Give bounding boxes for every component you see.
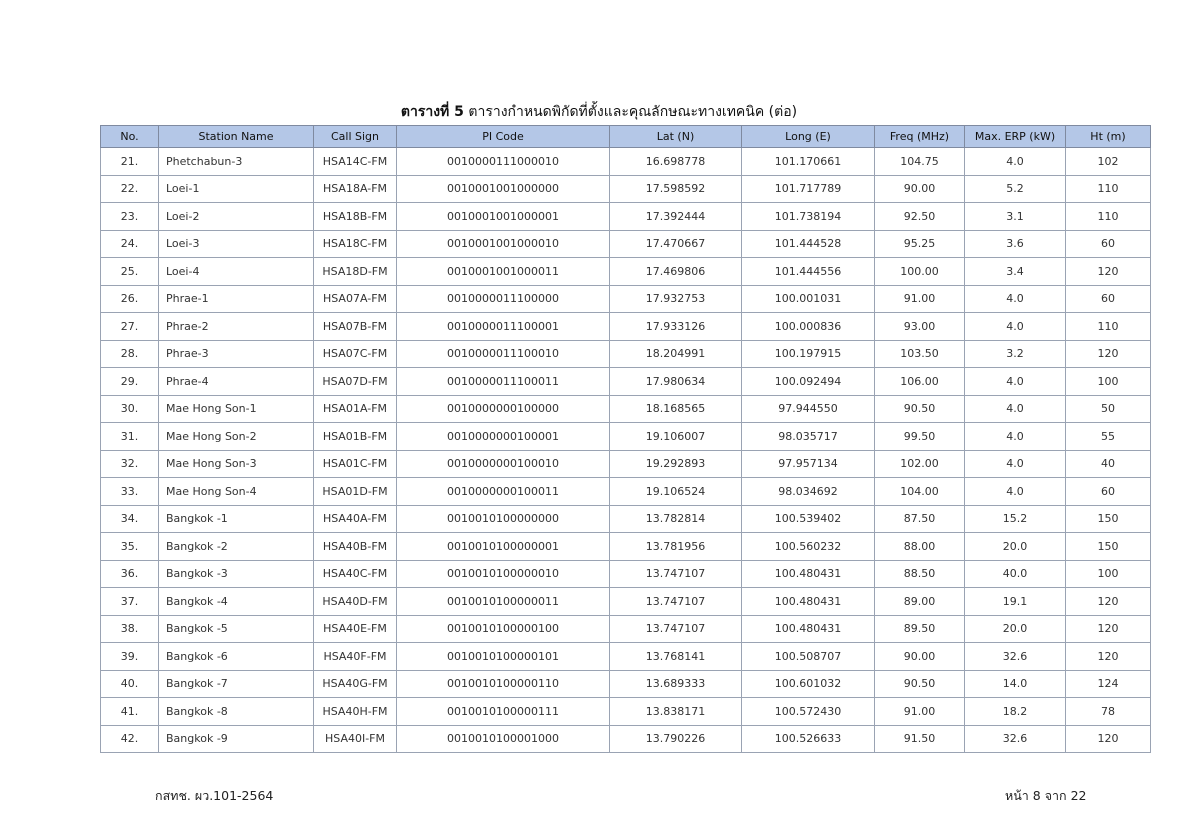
table-row bbox=[101, 478, 1151, 506]
cell-lat: 13.768141 bbox=[610, 643, 742, 671]
table-row bbox=[101, 423, 1151, 451]
table-row bbox=[101, 588, 1151, 616]
cell-call-sign: HSA40D-FM bbox=[314, 588, 397, 616]
cell-call-sign: HSA01C-FM bbox=[314, 450, 397, 478]
cell-max-erp: 4.0 bbox=[965, 395, 1066, 423]
cell-freq: 102.00 bbox=[875, 450, 965, 478]
cell-height: 120 bbox=[1066, 725, 1151, 753]
cell-height: 120 bbox=[1066, 340, 1151, 368]
table-row bbox=[101, 533, 1151, 561]
cell-lat: 17.933126 bbox=[610, 313, 742, 341]
cell-freq: 88.50 bbox=[875, 560, 965, 588]
cell-height: 124 bbox=[1066, 670, 1151, 698]
cell-pi-code: 0010001001000010 bbox=[397, 230, 610, 258]
cell-station-name: Bangkok -1 bbox=[159, 505, 314, 533]
table-body bbox=[101, 148, 1151, 753]
cell-station-name: Phrae-1 bbox=[159, 285, 314, 313]
cell-freq: 92.50 bbox=[875, 203, 965, 231]
table-row bbox=[101, 395, 1151, 423]
cell-max-erp: 4.0 bbox=[965, 450, 1066, 478]
cell-no: 37. bbox=[101, 588, 159, 616]
cell-long: 101.170661 bbox=[742, 148, 875, 176]
cell-pi-code: 0010010100000001 bbox=[397, 533, 610, 561]
table-row bbox=[101, 175, 1151, 203]
cell-no: 22. bbox=[101, 175, 159, 203]
cell-max-erp: 32.6 bbox=[965, 725, 1066, 753]
cell-pi-code: 0010010100000000 bbox=[397, 505, 610, 533]
cell-lat: 13.689333 bbox=[610, 670, 742, 698]
cell-station-name: Loei-2 bbox=[159, 203, 314, 231]
cell-call-sign: HSA07B-FM bbox=[314, 313, 397, 341]
header-no: No. bbox=[101, 126, 159, 148]
cell-station-name: Phrae-4 bbox=[159, 368, 314, 396]
cell-freq: 104.00 bbox=[875, 478, 965, 506]
cell-call-sign: HSA40B-FM bbox=[314, 533, 397, 561]
header-long: Long (E) bbox=[742, 126, 875, 148]
cell-no: 31. bbox=[101, 423, 159, 451]
cell-no: 33. bbox=[101, 478, 159, 506]
cell-height: 78 bbox=[1066, 698, 1151, 726]
cell-lat: 19.106007 bbox=[610, 423, 742, 451]
cell-max-erp: 4.0 bbox=[965, 423, 1066, 451]
cell-station-name: Bangkok -2 bbox=[159, 533, 314, 561]
cell-pi-code: 0010010100000011 bbox=[397, 588, 610, 616]
cell-no: 32. bbox=[101, 450, 159, 478]
cell-long: 100.480431 bbox=[742, 615, 875, 643]
cell-height: 100 bbox=[1066, 560, 1151, 588]
cell-no: 36. bbox=[101, 560, 159, 588]
cell-pi-code: 0010010100000100 bbox=[397, 615, 610, 643]
cell-lat: 17.980634 bbox=[610, 368, 742, 396]
cell-no: 24. bbox=[101, 230, 159, 258]
table-row bbox=[101, 368, 1151, 396]
cell-long: 100.560232 bbox=[742, 533, 875, 561]
cell-station-name: Bangkok -8 bbox=[159, 698, 314, 726]
cell-station-name: Phrae-3 bbox=[159, 340, 314, 368]
cell-no: 30. bbox=[101, 395, 159, 423]
cell-station-name: Loei-1 bbox=[159, 175, 314, 203]
cell-no: 34. bbox=[101, 505, 159, 533]
cell-max-erp: 4.0 bbox=[965, 148, 1066, 176]
cell-pi-code: 0010010100000110 bbox=[397, 670, 610, 698]
cell-height: 110 bbox=[1066, 203, 1151, 231]
cell-lat: 19.292893 bbox=[610, 450, 742, 478]
cell-pi-code: 0010000111000010 bbox=[397, 148, 610, 176]
cell-call-sign: HSA40I-FM bbox=[314, 725, 397, 753]
cell-height: 110 bbox=[1066, 313, 1151, 341]
cell-call-sign: HSA40G-FM bbox=[314, 670, 397, 698]
cell-pi-code: 0010000000100011 bbox=[397, 478, 610, 506]
cell-no: 27. bbox=[101, 313, 159, 341]
cell-station-name: Mae Hong Son-3 bbox=[159, 450, 314, 478]
table-row bbox=[101, 313, 1151, 341]
header-lat: Lat (N) bbox=[610, 126, 742, 148]
table-row bbox=[101, 340, 1151, 368]
cell-no: 23. bbox=[101, 203, 159, 231]
table-row bbox=[101, 698, 1151, 726]
cell-lat: 17.469806 bbox=[610, 258, 742, 286]
page-number: หน้า 8 จาก 22 bbox=[1005, 788, 1087, 803]
cell-long: 101.738194 bbox=[742, 203, 875, 231]
cell-max-erp: 3.4 bbox=[965, 258, 1066, 286]
cell-call-sign: HSA07D-FM bbox=[314, 368, 397, 396]
cell-freq: 90.50 bbox=[875, 670, 965, 698]
cell-no: 29. bbox=[101, 368, 159, 396]
cell-max-erp: 15.2 bbox=[965, 505, 1066, 533]
table-row bbox=[101, 148, 1151, 176]
cell-lat: 13.747107 bbox=[610, 560, 742, 588]
cell-call-sign: HSA40A-FM bbox=[314, 505, 397, 533]
cell-max-erp: 5.2 bbox=[965, 175, 1066, 203]
cell-long: 100.572430 bbox=[742, 698, 875, 726]
cell-freq: 90.00 bbox=[875, 175, 965, 203]
cell-height: 50 bbox=[1066, 395, 1151, 423]
cell-call-sign: HSA18D-FM bbox=[314, 258, 397, 286]
cell-station-name: Phrae-2 bbox=[159, 313, 314, 341]
cell-call-sign: HSA01B-FM bbox=[314, 423, 397, 451]
cell-no: 21. bbox=[101, 148, 159, 176]
cell-freq: 90.50 bbox=[875, 395, 965, 423]
cell-long: 100.601032 bbox=[742, 670, 875, 698]
header-station-name: Station Name bbox=[159, 126, 314, 148]
cell-lat: 13.782814 bbox=[610, 505, 742, 533]
cell-station-name: Bangkok -7 bbox=[159, 670, 314, 698]
cell-height: 110 bbox=[1066, 175, 1151, 203]
cell-call-sign: HSA01A-FM bbox=[314, 395, 397, 423]
cell-long: 100.526633 bbox=[742, 725, 875, 753]
table-row bbox=[101, 725, 1151, 753]
cell-lat: 17.932753 bbox=[610, 285, 742, 313]
cell-pi-code: 0010000011100000 bbox=[397, 285, 610, 313]
caption-number: ตารางที่ 5 bbox=[400, 104, 464, 120]
cell-lat: 18.168565 bbox=[610, 395, 742, 423]
cell-max-erp: 4.0 bbox=[965, 368, 1066, 396]
cell-max-erp: 14.0 bbox=[965, 670, 1066, 698]
cell-height: 60 bbox=[1066, 230, 1151, 258]
cell-height: 120 bbox=[1066, 643, 1151, 671]
cell-call-sign: HSA40C-FM bbox=[314, 560, 397, 588]
cell-pi-code: 0010000000100010 bbox=[397, 450, 610, 478]
cell-long: 101.444556 bbox=[742, 258, 875, 286]
cell-freq: 95.25 bbox=[875, 230, 965, 258]
cell-height: 150 bbox=[1066, 533, 1151, 561]
cell-station-name: Mae Hong Son-4 bbox=[159, 478, 314, 506]
cell-max-erp: 20.0 bbox=[965, 615, 1066, 643]
cell-freq: 88.00 bbox=[875, 533, 965, 561]
cell-long: 97.944550 bbox=[742, 395, 875, 423]
header-freq: Freq (MHz) bbox=[875, 126, 965, 148]
cell-call-sign: HSA14C-FM bbox=[314, 148, 397, 176]
cell-freq: 91.50 bbox=[875, 725, 965, 753]
table-row bbox=[101, 450, 1151, 478]
cell-call-sign: HSA40E-FM bbox=[314, 615, 397, 643]
cell-station-name: Bangkok -3 bbox=[159, 560, 314, 588]
cell-max-erp: 18.2 bbox=[965, 698, 1066, 726]
cell-pi-code: 0010001001000001 bbox=[397, 203, 610, 231]
cell-pi-code: 0010001001000011 bbox=[397, 258, 610, 286]
cell-no: 42. bbox=[101, 725, 159, 753]
cell-long: 100.000836 bbox=[742, 313, 875, 341]
cell-call-sign: HSA18A-FM bbox=[314, 175, 397, 203]
header-pi-code: PI Code bbox=[397, 126, 610, 148]
cell-long: 101.717789 bbox=[742, 175, 875, 203]
cell-height: 102 bbox=[1066, 148, 1151, 176]
cell-long: 100.092494 bbox=[742, 368, 875, 396]
table-row bbox=[101, 560, 1151, 588]
station-table bbox=[100, 125, 1151, 753]
cell-freq: 87.50 bbox=[875, 505, 965, 533]
cell-call-sign: HSA07C-FM bbox=[314, 340, 397, 368]
cell-pi-code: 0010000000100001 bbox=[397, 423, 610, 451]
cell-long: 100.197915 bbox=[742, 340, 875, 368]
cell-pi-code: 0010010100001000 bbox=[397, 725, 610, 753]
header-height: Ht (m) bbox=[1066, 126, 1151, 148]
cell-no: 41. bbox=[101, 698, 159, 726]
cell-freq: 93.00 bbox=[875, 313, 965, 341]
cell-station-name: Bangkok -9 bbox=[159, 725, 314, 753]
cell-pi-code: 0010010100000101 bbox=[397, 643, 610, 671]
table-row bbox=[101, 258, 1151, 286]
cell-freq: 106.00 bbox=[875, 368, 965, 396]
cell-height: 150 bbox=[1066, 505, 1151, 533]
cell-no: 26. bbox=[101, 285, 159, 313]
cell-freq: 99.50 bbox=[875, 423, 965, 451]
table-row bbox=[101, 203, 1151, 231]
cell-lat: 16.698778 bbox=[610, 148, 742, 176]
cell-lat: 13.790226 bbox=[610, 725, 742, 753]
table-row bbox=[101, 505, 1151, 533]
header-call-sign: Call Sign bbox=[314, 126, 397, 148]
table-caption bbox=[0, 101, 1198, 123]
cell-call-sign: HSA07A-FM bbox=[314, 285, 397, 313]
cell-lat: 17.598592 bbox=[610, 175, 742, 203]
cell-height: 120 bbox=[1066, 588, 1151, 616]
table-row bbox=[101, 230, 1151, 258]
cell-max-erp: 3.6 bbox=[965, 230, 1066, 258]
cell-call-sign: HSA18C-FM bbox=[314, 230, 397, 258]
cell-pi-code: 0010001001000000 bbox=[397, 175, 610, 203]
cell-station-name: Mae Hong Son-1 bbox=[159, 395, 314, 423]
cell-max-erp: 4.0 bbox=[965, 313, 1066, 341]
table-header-row bbox=[101, 126, 1151, 148]
document-code: กสทช. ผว.101-2564 bbox=[155, 788, 274, 803]
cell-long: 97.957134 bbox=[742, 450, 875, 478]
cell-no: 40. bbox=[101, 670, 159, 698]
cell-height: 40 bbox=[1066, 450, 1151, 478]
cell-no: 25. bbox=[101, 258, 159, 286]
cell-station-name: Phetchabun-3 bbox=[159, 148, 314, 176]
cell-freq: 89.50 bbox=[875, 615, 965, 643]
cell-pi-code: 0010010100000111 bbox=[397, 698, 610, 726]
cell-max-erp: 32.6 bbox=[965, 643, 1066, 671]
cell-long: 98.034692 bbox=[742, 478, 875, 506]
cell-station-name: Mae Hong Son-2 bbox=[159, 423, 314, 451]
cell-lat: 18.204991 bbox=[610, 340, 742, 368]
cell-max-erp: 3.1 bbox=[965, 203, 1066, 231]
cell-freq: 91.00 bbox=[875, 285, 965, 313]
cell-no: 28. bbox=[101, 340, 159, 368]
cell-max-erp: 4.0 bbox=[965, 285, 1066, 313]
cell-long: 101.444528 bbox=[742, 230, 875, 258]
cell-station-name: Loei-3 bbox=[159, 230, 314, 258]
table-row bbox=[101, 643, 1151, 671]
cell-call-sign: HSA18B-FM bbox=[314, 203, 397, 231]
cell-pi-code: 0010010100000010 bbox=[397, 560, 610, 588]
cell-pi-code: 0010000011100011 bbox=[397, 368, 610, 396]
cell-max-erp: 20.0 bbox=[965, 533, 1066, 561]
cell-lat: 19.106524 bbox=[610, 478, 742, 506]
cell-max-erp: 4.0 bbox=[965, 478, 1066, 506]
cell-height: 55 bbox=[1066, 423, 1151, 451]
header-max-erp: Max. ERP (kW) bbox=[965, 126, 1066, 148]
cell-freq: 100.00 bbox=[875, 258, 965, 286]
cell-station-name: Bangkok -4 bbox=[159, 588, 314, 616]
cell-lat: 13.781956 bbox=[610, 533, 742, 561]
cell-height: 120 bbox=[1066, 615, 1151, 643]
cell-lat: 17.470667 bbox=[610, 230, 742, 258]
cell-height: 60 bbox=[1066, 478, 1151, 506]
cell-no: 35. bbox=[101, 533, 159, 561]
cell-long: 100.480431 bbox=[742, 588, 875, 616]
cell-call-sign: HSA40H-FM bbox=[314, 698, 397, 726]
table-row bbox=[101, 670, 1151, 698]
cell-height: 60 bbox=[1066, 285, 1151, 313]
cell-pi-code: 0010000011100001 bbox=[397, 313, 610, 341]
cell-long: 100.001031 bbox=[742, 285, 875, 313]
cell-freq: 91.00 bbox=[875, 698, 965, 726]
cell-max-erp: 19.1 bbox=[965, 588, 1066, 616]
cell-lat: 13.747107 bbox=[610, 615, 742, 643]
cell-no: 39. bbox=[101, 643, 159, 671]
cell-call-sign: HSA01D-FM bbox=[314, 478, 397, 506]
cell-lat: 13.747107 bbox=[610, 588, 742, 616]
cell-max-erp: 3.2 bbox=[965, 340, 1066, 368]
cell-long: 100.539402 bbox=[742, 505, 875, 533]
cell-freq: 104.75 bbox=[875, 148, 965, 176]
table-row bbox=[101, 285, 1151, 313]
cell-lat: 17.392444 bbox=[610, 203, 742, 231]
caption-text: ตารางกำหนดพิกัดที่ตั้งและคุณลักษณะทางเทคนิค (ต่อ) bbox=[468, 104, 798, 120]
cell-station-name: Bangkok -6 bbox=[159, 643, 314, 671]
cell-station-name: Bangkok -5 bbox=[159, 615, 314, 643]
cell-max-erp: 40.0 bbox=[965, 560, 1066, 588]
cell-long: 98.035717 bbox=[742, 423, 875, 451]
cell-freq: 103.50 bbox=[875, 340, 965, 368]
cell-station-name: Loei-4 bbox=[159, 258, 314, 286]
cell-height: 100 bbox=[1066, 368, 1151, 396]
table-row bbox=[101, 615, 1151, 643]
cell-long: 100.508707 bbox=[742, 643, 875, 671]
cell-lat: 13.838171 bbox=[610, 698, 742, 726]
cell-freq: 90.00 bbox=[875, 643, 965, 671]
cell-freq: 89.00 bbox=[875, 588, 965, 616]
cell-long: 100.480431 bbox=[742, 560, 875, 588]
cell-call-sign: HSA40F-FM bbox=[314, 643, 397, 671]
cell-no: 38. bbox=[101, 615, 159, 643]
cell-height: 120 bbox=[1066, 258, 1151, 286]
cell-pi-code: 0010000011100010 bbox=[397, 340, 610, 368]
cell-pi-code: 0010000000100000 bbox=[397, 395, 610, 423]
